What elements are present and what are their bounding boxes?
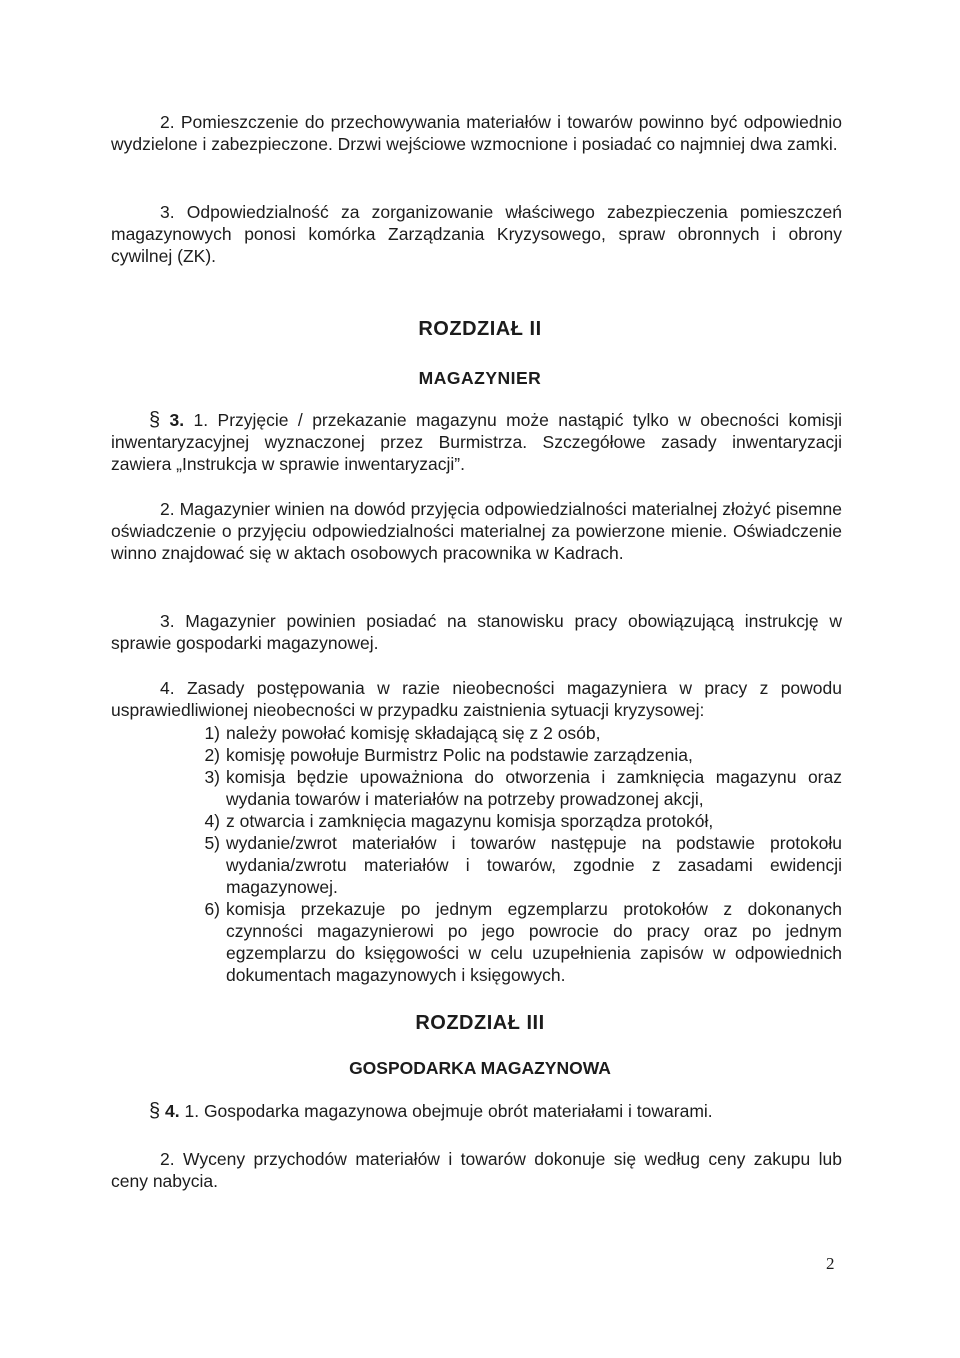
section-3-paragraph-2: 2. Magazynier winien na dowód przyjęcia odpowiedzialności materialnej złożyć pisemne oświadczenie o przyjęciu odpowiedzialności materialnej za powierzone mienie. Oświadczenie winno znajdować się w aktach osobowych pracownika w Kadrach. (111, 499, 842, 563)
section-sign: § (149, 1100, 161, 1122)
paragraph-3: 3. Odpowiedzialność za zorganizowanie właściwego zabezpieczenia pomieszczeń magazynowych ponosi komórka Zarządzania Kryzysowego, spraw obronnych i obrony cywilnej (ZK). (111, 202, 842, 266)
chapter-2-title: ROZDZIAŁ II (418, 318, 542, 340)
chapter-3-title: ROZDZIAŁ III (415, 1012, 545, 1034)
section-3-paragraph-3: 3. Magazynier powinien posiadać na stanowisku pracy obowiązującą instrukcję w sprawie gospodarki magazynowej. (111, 611, 842, 653)
list-item: 1) należy powołać komisję składającą się z 2 osób, (204, 723, 601, 743)
list-item: 4) z otwarcia i zamknięcia magazynu komisja sporządza protokół, (204, 811, 714, 831)
section-3-paragraph-1 (111, 409, 842, 475)
section-4-paragraph-2: 2. Wyceny przychodów materiałów i towarów dokonuje się według ceny zakupu lub ceny nabycia. (111, 1149, 842, 1191)
section-4-paragraph-1 (111, 1100, 842, 1122)
section-4-text-1: 1. Gospodarka magazynowa obejmuje obrót materiałami i towarami. (184, 1101, 713, 1121)
list-item: 6) komisja przekazuje po jednym egzemplarzu protokołów z dokonanych czynności magazynierowi po jego powrocie do pracy oraz po jednym egzemplarzu do księgowości w celu uzupełnienia zapisów w odpowiednich dokumentach magazynowych i księgowych. (204, 899, 842, 985)
list-item: 2) komisję powołuje Burmistrz Polic na podstawie zarządzenia, (204, 745, 693, 765)
section-number: 3. (169, 410, 185, 430)
list-item: 5) wydanie/zwrot materiałów i towarów następuje na podstawie protokołu wydania/zwrotu materiałów i towarów, zgodnie z zasadami ewidencji magazynowej. (204, 833, 842, 897)
chapter-3-subtitle: GOSPODARKA MAGAZYNOWA (349, 1058, 611, 1078)
section-3-text-1: 1. Przyjęcie / przekazanie magazynu może nastąpić tylko w obecności komisji inwentaryzacyjnej wyznaczonej przez Burmistrza. Szczegółowe zasady inwentaryzacji zawiera „Instrukcja w sprawie inwentaryzacji”. (111, 410, 842, 474)
paragraph-2: 2. Pomieszczenie do przechowywania materiałów i towarów powinno być odpowiednio wydzielone i zabezpieczone. Drzwi wejściowe wzmocnione i posiadać co najmniej dwa zamki. (111, 112, 842, 154)
chapter-2-subtitle: MAGAZYNIER (418, 368, 542, 388)
page-number: 2 (826, 1254, 835, 1273)
procedure-list (188, 722, 842, 986)
section-sign: § (149, 409, 161, 431)
section-3-paragraph-4: 4. Zasady postępowania w razie nieobecności magazyniera w pracy z powodu usprawiedliwionej nieobecności w przypadku zaistnienia sytuacji kryzysowej: (111, 678, 842, 720)
section-number: 4. (165, 1101, 180, 1121)
list-item: 3) komisja będzie upoważniona do otworzenia i zamknięcia magazynu oraz wydania towarów i materiałów na potrzeby prowadzonej akcji, (204, 767, 842, 809)
